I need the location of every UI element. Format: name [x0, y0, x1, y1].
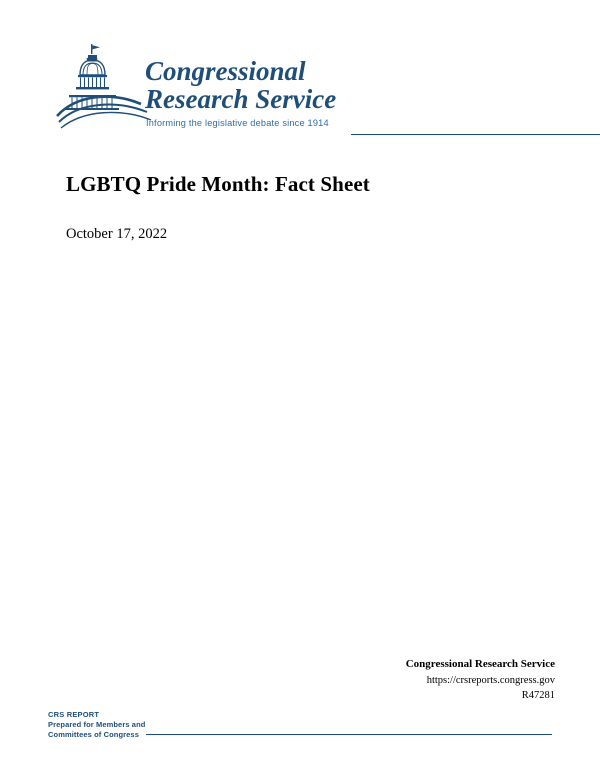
logo-wordmark-line1: Congressional	[145, 56, 306, 86]
footer-divider	[146, 734, 552, 735]
footer-prepared-line1: Prepared for Members and	[48, 720, 146, 730]
logo-wordmark-line2: Research Service	[145, 84, 337, 114]
footer-left-block	[48, 710, 228, 740]
logo-tagline: Informing the legislative debate since 1914	[146, 118, 329, 128]
footer-url[interactable]: https://crsreports.congress.gov	[426, 674, 555, 686]
footer-report-label: CRS REPORT	[48, 710, 100, 719]
footer-report-number: R47281	[521, 690, 555, 702]
masthead-divider	[351, 134, 600, 135]
footer-right-block	[275, 657, 555, 703]
capitol-dome-icon	[55, 42, 345, 142]
page-title: LGBTQ Pride Month: Fact Sheet	[66, 172, 370, 196]
footer-prepared-line2: Committees of Congress	[48, 730, 139, 740]
footer-organization: Congressional Research Service	[405, 658, 555, 670]
document-date: October 17, 2022	[66, 226, 168, 242]
masthead	[55, 42, 555, 152]
crs-logo	[55, 42, 345, 142]
